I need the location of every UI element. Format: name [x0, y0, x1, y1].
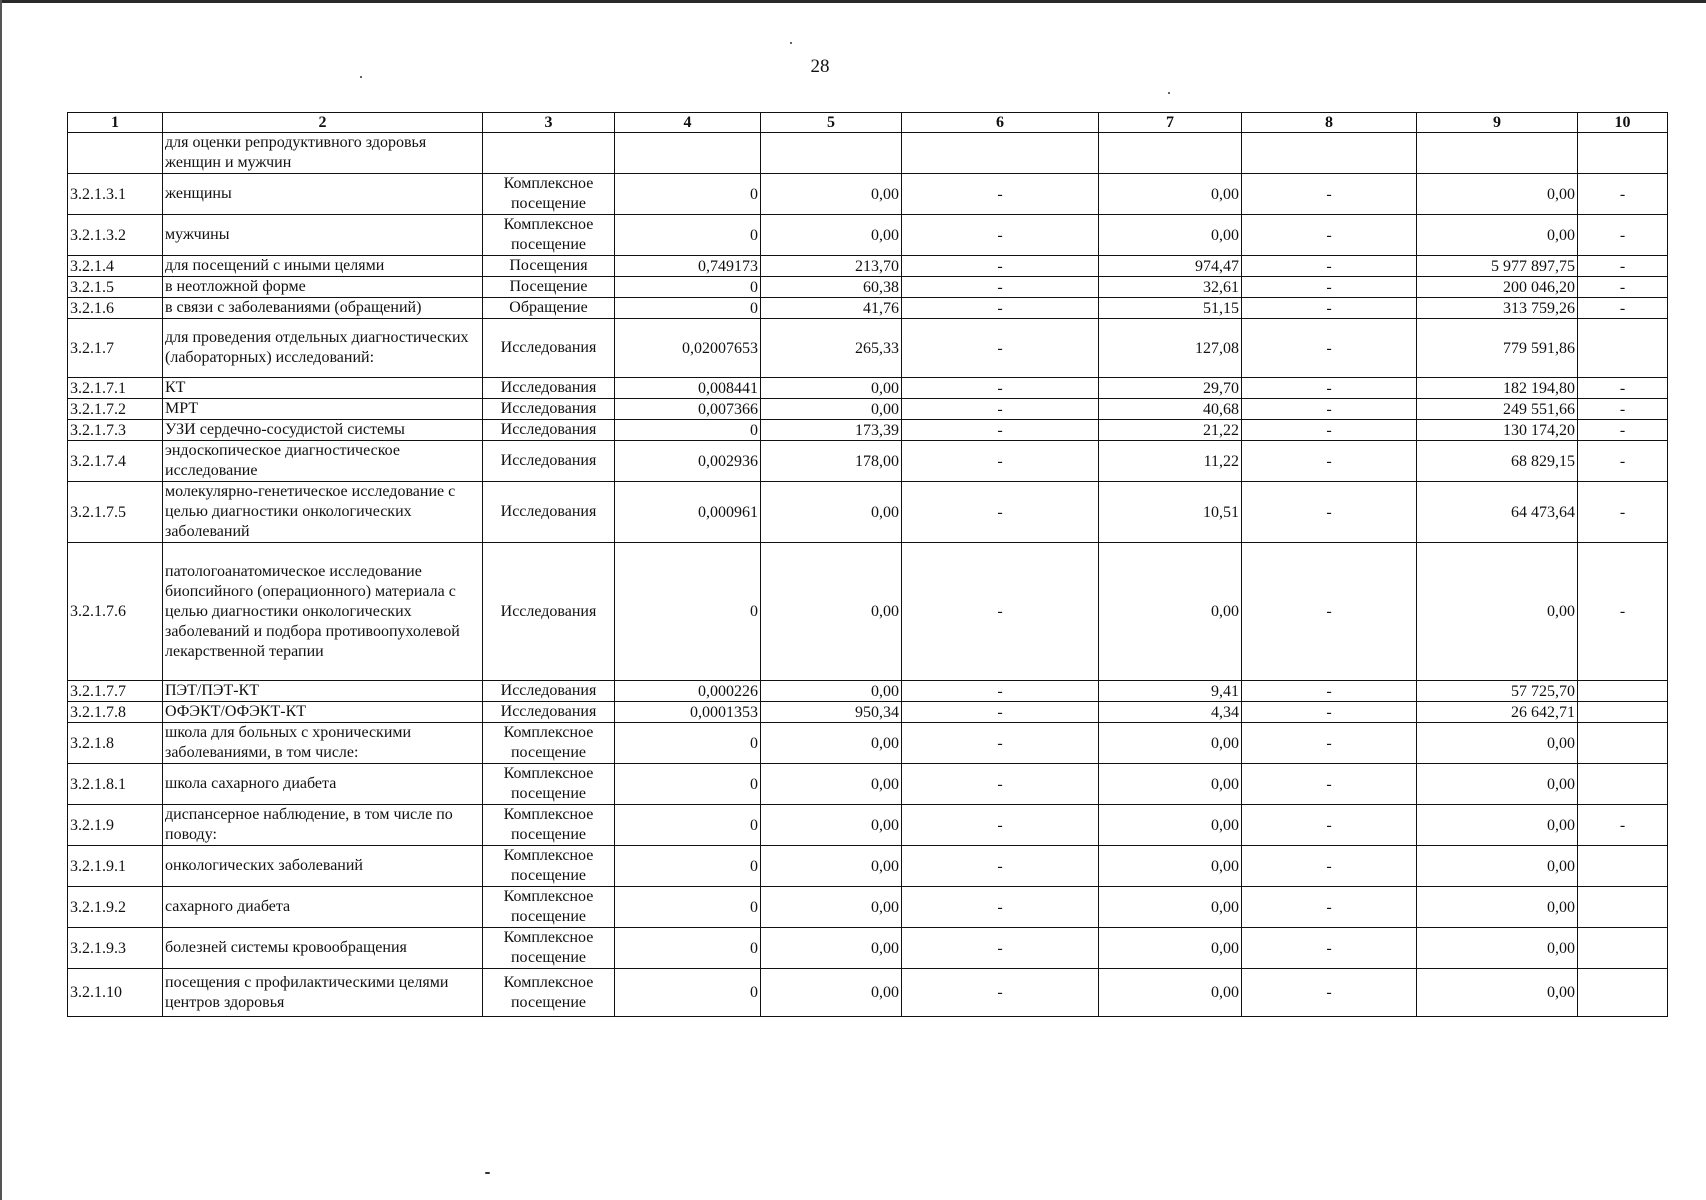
- column-8-cell: -: [1242, 441, 1417, 482]
- column-10-cell: [1578, 969, 1668, 1017]
- column-5-cell: 0,00: [761, 723, 902, 764]
- column-4-cell: 0: [615, 805, 761, 846]
- column-4-cell: 0: [615, 174, 761, 215]
- column-6-cell: -: [902, 805, 1099, 846]
- item-code-cell: 3.2.1.9: [68, 805, 163, 846]
- column-9-cell: 0,00: [1417, 764, 1578, 805]
- unit-cell: Исследования: [483, 378, 615, 399]
- column-8-cell: -: [1242, 378, 1417, 399]
- column-10-cell: -: [1578, 298, 1668, 319]
- unit-cell: Комплексное посещение: [483, 887, 615, 928]
- table-row: [68, 319, 1668, 378]
- item-name-cell: для посещений с иными целями: [163, 256, 483, 277]
- column-9-cell: 0,00: [1417, 174, 1578, 215]
- column-7-cell: 0,00: [1099, 887, 1242, 928]
- table-row: [68, 174, 1668, 215]
- item-code-cell: 3.2.1.4: [68, 256, 163, 277]
- column-7-cell: 0,00: [1099, 174, 1242, 215]
- item-code-cell: 3.2.1.7.5: [68, 482, 163, 543]
- column-5-cell: 0,00: [761, 378, 902, 399]
- item-name-cell: онкологических заболеваний: [163, 846, 483, 887]
- column-8-cell: -: [1242, 399, 1417, 420]
- column-9-cell: 0,00: [1417, 805, 1578, 846]
- column-4-cell: 0: [615, 277, 761, 298]
- column-9-cell: 779 591,86: [1417, 319, 1578, 378]
- column-header: 10: [1578, 113, 1668, 133]
- column-5-cell: 265,33: [761, 319, 902, 378]
- unit-cell: Исследования: [483, 543, 615, 681]
- unit-cell: Исследования: [483, 702, 615, 723]
- column-4-cell: 0,007366: [615, 399, 761, 420]
- item-name-cell: КТ: [163, 378, 483, 399]
- column-8-cell: -: [1242, 543, 1417, 681]
- column-4-cell: 0,000226: [615, 681, 761, 702]
- column-5-cell: 0,00: [761, 846, 902, 887]
- column-7-cell: 0,00: [1099, 764, 1242, 805]
- table-row: [68, 702, 1668, 723]
- column-5-cell: 0,00: [761, 399, 902, 420]
- column-4-cell: 0: [615, 215, 761, 256]
- column-header: 3: [483, 113, 615, 133]
- column-9-cell: 182 194,80: [1417, 378, 1578, 399]
- column-8-cell: -: [1242, 764, 1417, 805]
- column-8-cell: -: [1242, 805, 1417, 846]
- column-6-cell: -: [902, 378, 1099, 399]
- column-10-cell: -: [1578, 378, 1668, 399]
- column-5-cell: 0,00: [761, 543, 902, 681]
- column-5-cell: 0,00: [761, 215, 902, 256]
- column-5-cell: 0,00: [761, 764, 902, 805]
- column-5-cell: 0,00: [761, 805, 902, 846]
- column-8-cell: -: [1242, 928, 1417, 969]
- column-6-cell: -: [902, 174, 1099, 215]
- item-code-cell: 3.2.1.7: [68, 319, 163, 378]
- column-10-cell: -: [1578, 215, 1668, 256]
- column-4-cell: 0: [615, 543, 761, 681]
- item-code-cell: 3.2.1.7.1: [68, 378, 163, 399]
- item-name-cell: мужчины: [163, 215, 483, 256]
- item-code-cell: 3.2.1.8.1: [68, 764, 163, 805]
- column-10-cell: [1578, 681, 1668, 702]
- table-row: [68, 298, 1668, 319]
- column-6-cell: -: [902, 319, 1099, 378]
- unit-cell: Комплексное посещение: [483, 805, 615, 846]
- column-9-cell: 313 759,26: [1417, 298, 1578, 319]
- column-5-cell: 0,00: [761, 887, 902, 928]
- table-row: [68, 928, 1668, 969]
- unit-cell: Посещение: [483, 277, 615, 298]
- scan-speck: [1168, 92, 1170, 94]
- column-9-cell: 0,00: [1417, 215, 1578, 256]
- column-5-cell: 178,00: [761, 441, 902, 482]
- column-6-cell: -: [902, 256, 1099, 277]
- table-row: [68, 256, 1668, 277]
- table-row: [68, 133, 1668, 174]
- column-header: 8: [1242, 113, 1417, 133]
- column-9-cell: 130 174,20: [1417, 420, 1578, 441]
- column-8-cell: -: [1242, 887, 1417, 928]
- column-6-cell: -: [902, 441, 1099, 482]
- column-8-cell: -: [1242, 277, 1417, 298]
- column-8-cell: -: [1242, 256, 1417, 277]
- column-7-cell: 32,61: [1099, 277, 1242, 298]
- item-code-cell: 3.2.1.3.1: [68, 174, 163, 215]
- unit-cell: Исследования: [483, 681, 615, 702]
- item-name-cell: в неотложной форме: [163, 277, 483, 298]
- item-name-cell: патологоанатомическое исследование биопсийного (операционного) материала с целью диагностики онкологических заболеваний и подбора противоопухолевой лекарственной терапии: [163, 543, 483, 681]
- column-4-cell: [615, 133, 761, 174]
- column-8-cell: -: [1242, 319, 1417, 378]
- unit-cell: Комплексное посещение: [483, 846, 615, 887]
- column-4-cell: 0,749173: [615, 256, 761, 277]
- table-row: [68, 846, 1668, 887]
- column-10-cell: [1578, 319, 1668, 378]
- unit-cell: Исследования: [483, 441, 615, 482]
- scan-speck: [485, 1172, 490, 1174]
- column-7-cell: 40,68: [1099, 399, 1242, 420]
- item-name-cell: посещения с профилактическими целями центров здоровья: [163, 969, 483, 1017]
- table-row: [68, 969, 1668, 1017]
- column-5-cell: 0,00: [761, 681, 902, 702]
- column-8-cell: -: [1242, 420, 1417, 441]
- item-code-cell: 3.2.1.9.2: [68, 887, 163, 928]
- column-7-cell: 10,51: [1099, 482, 1242, 543]
- column-7-cell: 11,22: [1099, 441, 1242, 482]
- column-header: 4: [615, 113, 761, 133]
- column-10-cell: -: [1578, 482, 1668, 543]
- column-6-cell: -: [902, 723, 1099, 764]
- column-4-cell: 0,0001353: [615, 702, 761, 723]
- column-7-cell: 974,47: [1099, 256, 1242, 277]
- table-row: [68, 764, 1668, 805]
- item-code-cell: 3.2.1.9.1: [68, 846, 163, 887]
- column-9-cell: 0,00: [1417, 969, 1578, 1017]
- column-9-cell: 68 829,15: [1417, 441, 1578, 482]
- column-5-cell: 0,00: [761, 482, 902, 543]
- table-row: [68, 543, 1668, 681]
- column-6-cell: -: [902, 969, 1099, 1017]
- item-code-cell: 3.2.1.7.2: [68, 399, 163, 420]
- item-code-cell: 3.2.1.6: [68, 298, 163, 319]
- column-10-cell: -: [1578, 420, 1668, 441]
- column-6-cell: -: [902, 681, 1099, 702]
- table-row: [68, 723, 1668, 764]
- column-9-cell: 26 642,71: [1417, 702, 1578, 723]
- column-6-cell: -: [902, 399, 1099, 420]
- column-5-cell: 0,00: [761, 174, 902, 215]
- column-9-cell: 57 725,70: [1417, 681, 1578, 702]
- table-row: [68, 215, 1668, 256]
- scan-left-edge: [0, 0, 2, 1200]
- column-10-cell: [1578, 846, 1668, 887]
- column-8-cell: -: [1242, 215, 1417, 256]
- column-10-cell: [1578, 723, 1668, 764]
- column-7-cell: 21,22: [1099, 420, 1242, 441]
- table-body: [68, 133, 1668, 1017]
- column-4-cell: 0: [615, 928, 761, 969]
- item-code-cell: 3.2.1.7.7: [68, 681, 163, 702]
- column-5-cell: 173,39: [761, 420, 902, 441]
- column-header: 1: [68, 113, 163, 133]
- column-6-cell: -: [902, 543, 1099, 681]
- column-9-cell: 249 551,66: [1417, 399, 1578, 420]
- unit-cell: Исследования: [483, 399, 615, 420]
- item-name-cell: для проведения отдельных диагностических (лабораторных) исследований:: [163, 319, 483, 378]
- item-name-cell: школа сахарного диабета: [163, 764, 483, 805]
- column-5-cell: 213,70: [761, 256, 902, 277]
- column-header: 6: [902, 113, 1099, 133]
- column-4-cell: 0,008441: [615, 378, 761, 399]
- unit-cell: Исследования: [483, 482, 615, 543]
- column-7-cell: 0,00: [1099, 969, 1242, 1017]
- column-5-cell: 950,34: [761, 702, 902, 723]
- table-row: [68, 681, 1668, 702]
- column-7-cell: 127,08: [1099, 319, 1242, 378]
- item-name-cell: ПЭТ/ПЭТ-КТ: [163, 681, 483, 702]
- item-code-cell: 3.2.1.7.6: [68, 543, 163, 681]
- column-5-cell: 0,00: [761, 969, 902, 1017]
- column-10-cell: [1578, 887, 1668, 928]
- column-6-cell: -: [902, 764, 1099, 805]
- column-number-header-row: [68, 113, 1668, 133]
- unit-cell: Комплексное посещение: [483, 764, 615, 805]
- column-5-cell: 0,00: [761, 928, 902, 969]
- item-name-cell: для оценки репродуктивного здоровья женщин и мужчин: [163, 133, 483, 174]
- column-6-cell: -: [902, 298, 1099, 319]
- column-8-cell: -: [1242, 482, 1417, 543]
- item-code-cell: 3.2.1.10: [68, 969, 163, 1017]
- column-8-cell: -: [1242, 723, 1417, 764]
- column-10-cell: -: [1578, 399, 1668, 420]
- column-6-cell: -: [902, 420, 1099, 441]
- unit-cell: Исследования: [483, 420, 615, 441]
- column-4-cell: 0: [615, 969, 761, 1017]
- column-header: 5: [761, 113, 902, 133]
- column-6-cell: -: [902, 702, 1099, 723]
- item-code-cell: 3.2.1.7.4: [68, 441, 163, 482]
- item-code-cell: 3.2.1.5: [68, 277, 163, 298]
- column-8-cell: -: [1242, 846, 1417, 887]
- table-row: [68, 277, 1668, 298]
- column-9-cell: 0,00: [1417, 846, 1578, 887]
- column-10-cell: [1578, 133, 1668, 174]
- item-name-cell: болезней системы кровообращения: [163, 928, 483, 969]
- column-4-cell: 0,000961: [615, 482, 761, 543]
- column-10-cell: -: [1578, 277, 1668, 298]
- item-name-cell: диспансерное наблюдение, в том числе по поводу:: [163, 805, 483, 846]
- item-name-cell: молекулярно-генетическое исследование с целью диагностики онкологических заболеваний: [163, 482, 483, 543]
- column-7-cell: 29,70: [1099, 378, 1242, 399]
- column-10-cell: -: [1578, 805, 1668, 846]
- table-row: [68, 887, 1668, 928]
- column-6-cell: -: [902, 482, 1099, 543]
- column-9-cell: 200 046,20: [1417, 277, 1578, 298]
- column-7-cell: 0,00: [1099, 846, 1242, 887]
- column-9-cell: 64 473,64: [1417, 482, 1578, 543]
- unit-cell: Исследования: [483, 319, 615, 378]
- item-name-cell: эндоскопическое диагностическое исследование: [163, 441, 483, 482]
- item-code-cell: 3.2.1.9.3: [68, 928, 163, 969]
- unit-cell: Комплексное посещение: [483, 723, 615, 764]
- unit-cell: Комплексное посещение: [483, 215, 615, 256]
- column-6-cell: -: [902, 277, 1099, 298]
- item-name-cell: сахарного диабета: [163, 887, 483, 928]
- column-8-cell: -: [1242, 969, 1417, 1017]
- column-10-cell: -: [1578, 441, 1668, 482]
- item-code-cell: 3.2.1.8: [68, 723, 163, 764]
- column-10-cell: -: [1578, 543, 1668, 681]
- column-4-cell: 0: [615, 298, 761, 319]
- unit-cell: Комплексное посещение: [483, 928, 615, 969]
- column-4-cell: 0: [615, 420, 761, 441]
- item-code-cell: 3.2.1.7.8: [68, 702, 163, 723]
- column-7-cell: 0,00: [1099, 215, 1242, 256]
- column-7-cell: 4,34: [1099, 702, 1242, 723]
- table-row: [68, 378, 1668, 399]
- item-name-cell: женщины: [163, 174, 483, 215]
- table-row: [68, 441, 1668, 482]
- column-4-cell: 0,002936: [615, 441, 761, 482]
- scan-speck: [790, 42, 792, 44]
- column-5-cell: 41,76: [761, 298, 902, 319]
- column-9-cell: 0,00: [1417, 723, 1578, 764]
- item-name-cell: школа для больных с хроническими заболеваниями, в том числе:: [163, 723, 483, 764]
- item-name-cell: УЗИ сердечно-сосудистой системы: [163, 420, 483, 441]
- column-7-cell: [1099, 133, 1242, 174]
- table-row: [68, 805, 1668, 846]
- item-code-cell: [68, 133, 163, 174]
- item-code-cell: 3.2.1.3.2: [68, 215, 163, 256]
- column-7-cell: 0,00: [1099, 928, 1242, 969]
- column-6-cell: [902, 133, 1099, 174]
- column-10-cell: [1578, 764, 1668, 805]
- column-header: 7: [1099, 113, 1242, 133]
- column-6-cell: -: [902, 887, 1099, 928]
- table-row: [68, 399, 1668, 420]
- column-10-cell: [1578, 702, 1668, 723]
- table-row: [68, 482, 1668, 543]
- unit-cell: Посещения: [483, 256, 615, 277]
- column-9-cell: 0,00: [1417, 543, 1578, 681]
- column-4-cell: 0: [615, 723, 761, 764]
- column-6-cell: -: [902, 928, 1099, 969]
- column-8-cell: [1242, 133, 1417, 174]
- column-4-cell: 0: [615, 846, 761, 887]
- unit-cell: Комплексное посещение: [483, 174, 615, 215]
- item-code-cell: 3.2.1.7.3: [68, 420, 163, 441]
- column-8-cell: -: [1242, 702, 1417, 723]
- column-8-cell: -: [1242, 174, 1417, 215]
- column-9-cell: 0,00: [1417, 928, 1578, 969]
- item-name-cell: ОФЭКТ/ОФЭКТ-КТ: [163, 702, 483, 723]
- column-5-cell: 60,38: [761, 277, 902, 298]
- column-7-cell: 51,15: [1099, 298, 1242, 319]
- column-4-cell: 0,02007653: [615, 319, 761, 378]
- column-7-cell: 0,00: [1099, 805, 1242, 846]
- column-7-cell: 0,00: [1099, 543, 1242, 681]
- unit-cell: Обращение: [483, 298, 615, 319]
- column-7-cell: 0,00: [1099, 723, 1242, 764]
- unit-cell: [483, 133, 615, 174]
- column-10-cell: -: [1578, 174, 1668, 215]
- column-4-cell: 0: [615, 887, 761, 928]
- item-name-cell: МРТ: [163, 399, 483, 420]
- column-10-cell: [1578, 928, 1668, 969]
- column-9-cell: 5 977 897,75: [1417, 256, 1578, 277]
- column-9-cell: 0,00: [1417, 887, 1578, 928]
- unit-cell: Комплексное посещение: [483, 969, 615, 1017]
- column-header: 9: [1417, 113, 1578, 133]
- scan-top-edge: [0, 0, 1706, 3]
- column-7-cell: 9,41: [1099, 681, 1242, 702]
- column-6-cell: -: [902, 846, 1099, 887]
- table-row: [68, 420, 1668, 441]
- column-8-cell: -: [1242, 681, 1417, 702]
- page-number: 28: [810, 56, 830, 77]
- column-8-cell: -: [1242, 298, 1417, 319]
- column-header: 2: [163, 113, 483, 133]
- data-table: [67, 112, 1668, 1017]
- item-name-cell: в связи с заболеваниями (обращений): [163, 298, 483, 319]
- column-9-cell: [1417, 133, 1578, 174]
- column-5-cell: [761, 133, 902, 174]
- column-10-cell: -: [1578, 256, 1668, 277]
- column-6-cell: -: [902, 215, 1099, 256]
- column-4-cell: 0: [615, 764, 761, 805]
